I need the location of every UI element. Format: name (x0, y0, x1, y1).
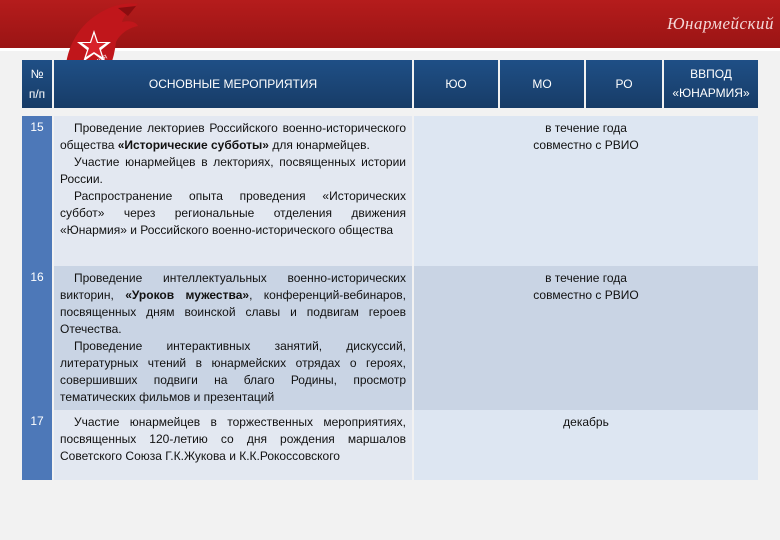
row-paragraph: Проведение лекториев Российского военно-исторического общества «Исторические субботы» для юнармейцев. (60, 121, 406, 152)
brand-tag: Юнармейский (666, 14, 774, 33)
row-paragraph: Участие юнармейцев в торжественных мероприятиях, посвященных 120-летию со дня рождения маршалов Советского Союза Г.К.Жукова и К.К.Рокоссовского (60, 415, 406, 463)
row-paragraph: Распространение опыта проведения «Исторических суббот» через региональные отделения движения «Юнармия» и Российского военно-исторического общества (60, 189, 406, 237)
col-header-num-line1: № (30, 67, 44, 81)
col-header-vvpod-line2: «ЮНАРМИЯ» (672, 86, 750, 100)
col-header-events: ОСНОВНЫЕ МЕРОПРИЯТИЯ (54, 60, 414, 116)
row-number: 15 (22, 116, 54, 266)
row-paragraph: Проведение интеллектуальных военно-исторических викторин, «Уроков мужества», конференций-вебинаров, посвященных дням воинской славы и подвигам героев Отечества. (60, 271, 406, 336)
events-table (22, 60, 758, 480)
row-description (54, 410, 414, 480)
row-term: декабрь (414, 410, 758, 480)
row-description (54, 116, 414, 266)
col-header-vvpod (664, 60, 758, 116)
table-row (22, 116, 758, 266)
row-number: 16 (22, 266, 54, 410)
events-table-wrap (22, 60, 758, 480)
row-term: в течение года совместно с РВИО (414, 116, 758, 266)
row-number: 17 (22, 410, 54, 480)
col-header-mo: МО (500, 60, 586, 116)
col-header-yo: ЮО (414, 60, 500, 116)
col-header-num-line2: п/п (28, 87, 46, 101)
table-row (22, 410, 758, 480)
col-header-ro: РО (586, 60, 664, 116)
row-description (54, 266, 414, 410)
row-paragraph: Проведение интерактивных занятий, дискуссий, литературных чтений в юнармейских отрядах о героях, совершивших подвиги на благо Родины, просмотр тематических фильмов и презентаций (60, 339, 406, 404)
row-paragraph: Участие юнармейцев в лекториях, посвященных истории России. (60, 155, 406, 186)
table-row (22, 266, 758, 410)
table-header-row (22, 60, 758, 116)
col-header-num (22, 60, 54, 116)
col-header-vvpod-line1: ВВПОД (690, 67, 732, 81)
row-term: в течение года совместно с РВИО (414, 266, 758, 410)
